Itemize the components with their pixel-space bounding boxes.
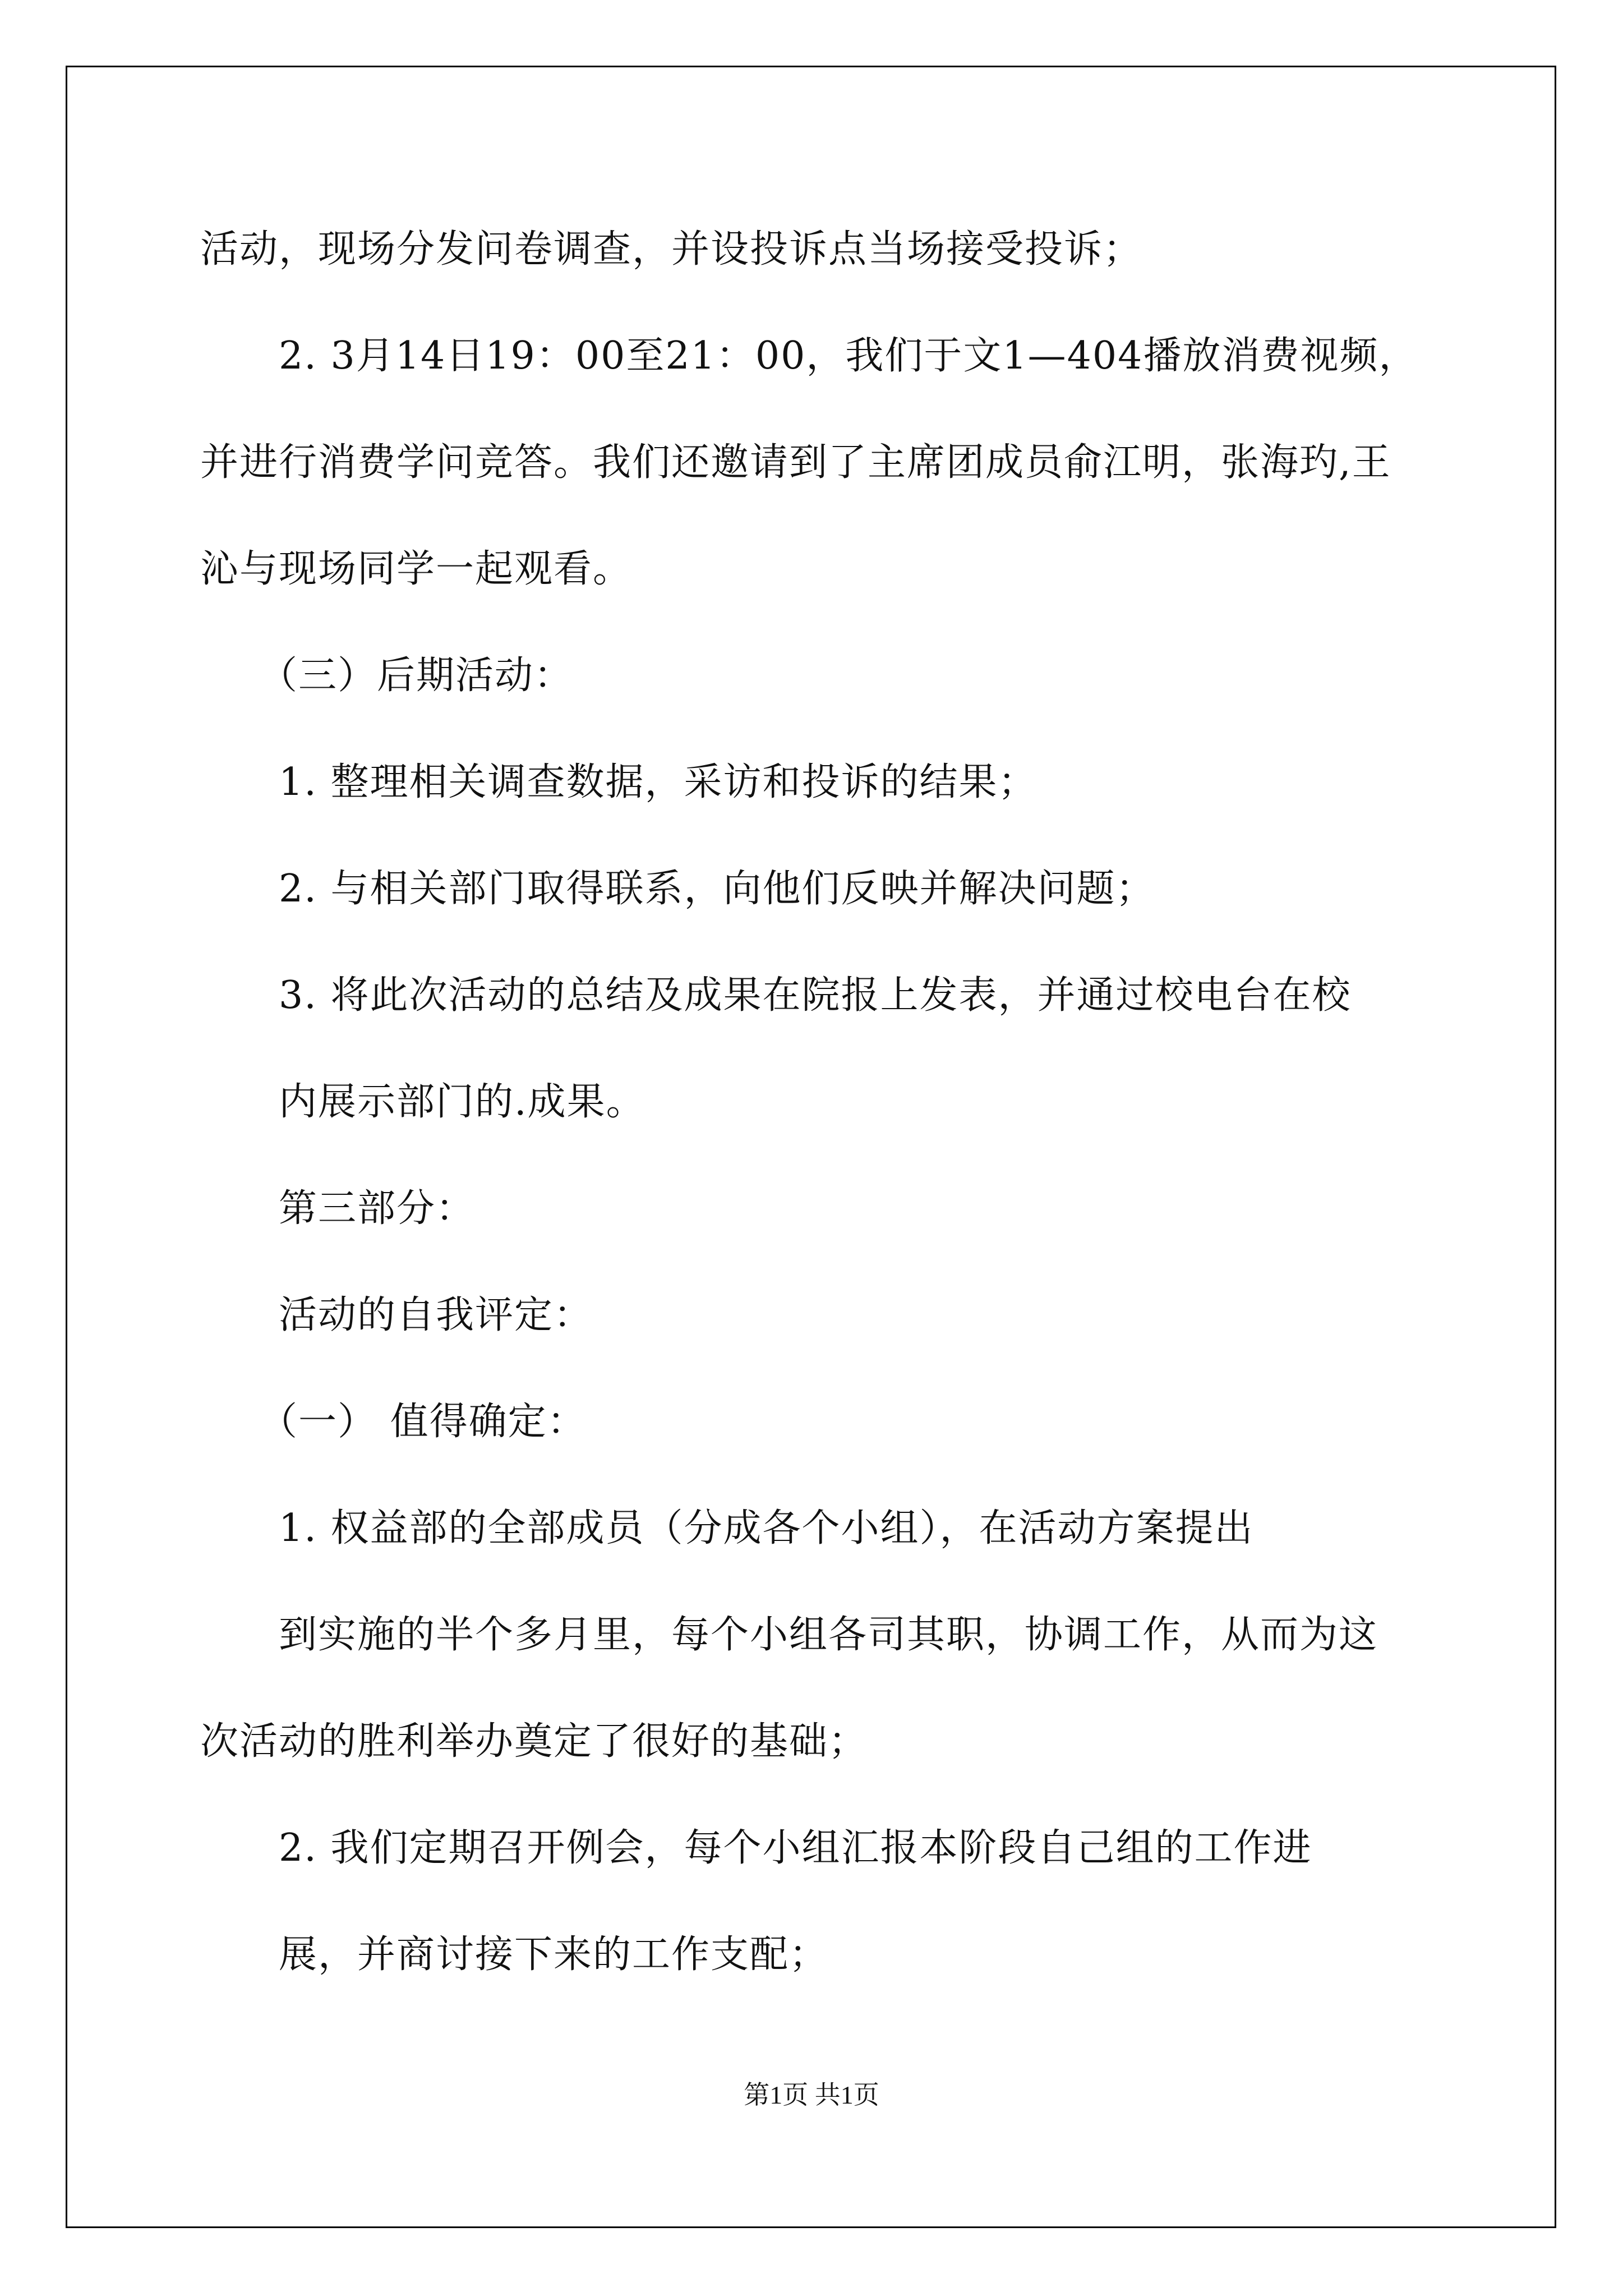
text-line-17: 展，并商讨接下来的工作支配； [279, 1932, 829, 1977]
text-line-1: 活动，现场分发问卷调查，并设投诉点当场接受投诉； [200, 227, 1143, 272]
text-line-8: 3. 将此次活动的总结及成果在院报上发表，并通过校电台在校 [279, 973, 1352, 1018]
text-line-9: 内展示部门的.成果。 [279, 1080, 645, 1124]
page-border [66, 66, 1556, 2228]
text-line-3: 并进行消费学问竞答。我们还邀请到了主席团成员俞江明，张海玓,王 [200, 440, 1391, 485]
text-line-6: 1. 整理相关调查数据，采访和投诉的结果； [279, 760, 1038, 804]
text-line-4: 沁与现场同学一起观看。 [200, 547, 633, 591]
text-line-16: 2. 我们定期召开例会，每个小组汇报本阶段自己组的工作进 [279, 1826, 1312, 1870]
text-line-12: （一） 值得确定： [259, 1400, 587, 1444]
text-line-15: 次活动的胜利举办奠定了很好的基础； [200, 1719, 868, 1764]
text-line-7: 2. 与相关部门取得联系，向他们反映并解决问题； [279, 867, 1155, 911]
text-line-5: （三）后期活动： [259, 654, 574, 698]
text-line-14: 到实施的半个多月里，每个小组各司其职，协调工作，从而为这 [279, 1613, 1378, 1657]
text-line-13: 1. 权益部的全部成员（分成各个小组），在活动方案提出 [279, 1506, 1254, 1550]
page-number-footer: 第1页 共1页 [744, 2081, 879, 2109]
text-line-2: 2. 3月14日19：00至21：00，我们于文1—404播放消费视频， [279, 334, 1418, 378]
text-line-10: 第三部分： [279, 1186, 476, 1231]
text-line-11: 活动的自我评定： [279, 1293, 593, 1337]
